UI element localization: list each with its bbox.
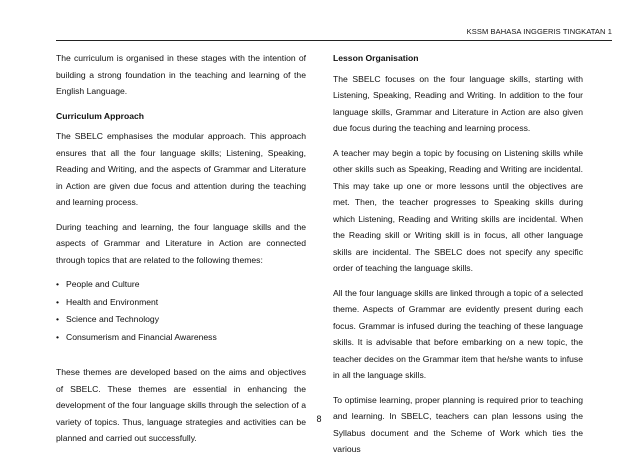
left-column — [56, 50, 306, 455]
planning-paragraph: To optimise learning, proper planning is required prior to teaching and learning. In SBELC, teachers can plan lessons using the Syllabus document and the Scheme of Work which ties the various — [333, 394, 583, 454]
teacher-focus-paragraph: A teacher may begin a topic by focusing on Listening skills while other skills such as Speaking, Reading and Writing are incidental. This may take up one or more lessons until the objectives are met. Then, the teacher progresses to Speaking skills during which Listening, Reading and Writing skills are incidental. When the Reading skill or Writing skill is in focus, all other language skills are incidental. The SBELC does not specify any specific order of teaching the language skills. — [333, 147, 583, 273]
list-item: • Consumerism and Financial Awareness — [56, 329, 306, 347]
themes-intro-paragraph: During teaching and learning, the four language skills and the aspects of Grammar and Literature in Action are connected through topics that are related to the following themes: — [56, 221, 306, 265]
right-column — [333, 50, 583, 466]
list-item: • Health and Environment — [56, 294, 306, 312]
page-number: 8 — [316, 414, 322, 424]
list-item: • People and Culture — [56, 276, 306, 294]
running-header: KSSM BAHASA INGGERIS TINGKATAN 1 — [466, 27, 612, 36]
intro-paragraph: The curriculum is organised in these stages with the intention of building a strong foundation in the teaching and learning of the English Language. — [56, 53, 306, 96]
lesson-organisation-heading: Lesson Organisation — [333, 53, 419, 63]
curriculum-approach-heading: Curriculum Approach — [56, 110, 145, 121]
modular-approach-paragraph: The SBELC emphasises the modular approach. This approach ensures that all the four language skills; Listening, Speaking, Reading and Writing, and the aspects of Grammar and Literature in Action are given due focus and attention during the teaching and learning process. — [56, 131, 306, 207]
header-rule — [56, 40, 612, 41]
list-item: • Science and Technology — [56, 311, 306, 329]
themes-list — [56, 276, 306, 346]
language-skills-paragraph: The SBELC focuses on the four language skills, starting with Listening, Speaking, Reading and Writing. In addition to the four language skills, Grammar and Literature in Action are also given due focus during the teaching and learning process. — [333, 73, 583, 133]
grammar-paragraph: All the four language skills are linked through a topic of a selected theme. Aspects of Grammar are evidently present during each focus. Grammar is infused during the teaching of these language skills. It is advisable that before embarking on a new topic, the teacher decides on the Grammar item that he/she wants to infuse in all the language skills. — [333, 287, 583, 380]
themes-development-paragraph: These themes are developed based on the aims and objectives of SBELC. These themes are essential in enhancing the development of the four language skills through the selection of a variety of topics. Thus, language strategies and activities can be planned and carried out successfully. — [56, 367, 306, 443]
